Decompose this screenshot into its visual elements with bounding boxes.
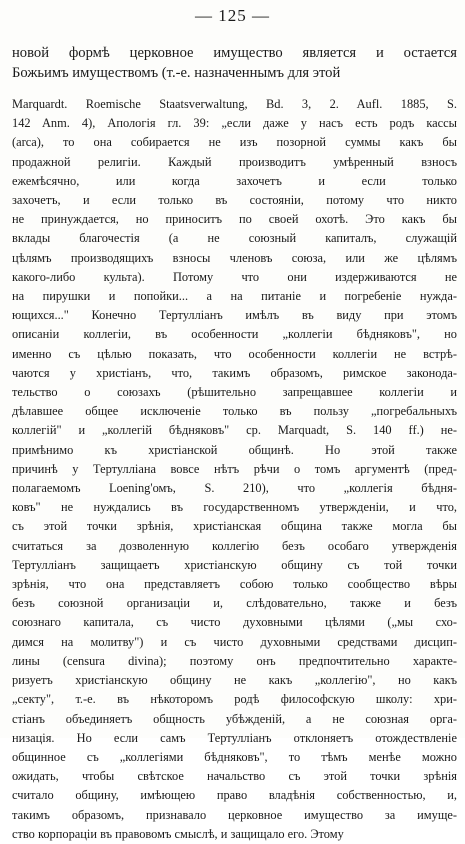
footnote-line: считаться за дозволенную коллегію безъ особаго утвержденія (12, 538, 457, 553)
footnote-line: безъ союзной организаціи и, слѣдовательно, также и безъ (12, 596, 457, 611)
footnote-line: зрѣнія, что она представляетъ собою только сообщество вѣры (12, 577, 457, 592)
footnote-line: ожидать, чтобы свѣтское начальство съ этой точки зрѣнія (12, 769, 457, 784)
footnote-line: такимъ образомъ, признавало церковное имущество за имуще- (12, 807, 457, 822)
body-text-line: новой формѣ церковное имущество является и остается (12, 45, 457, 61)
footnote-line: общинное съ „коллегіями бѣдняковъ", то тѣмъ менѣе можно (12, 749, 457, 764)
footnote-line: считало общину, имѣющею право владѣнія собственностью, и, (12, 788, 457, 803)
footnote-line: ство корпораціи въ правовомъ смыслѣ, и защищало его. Этому (12, 826, 344, 841)
footnote-line: не принуждается, но приноситъ по своей охотѣ. Это какъ бы (12, 212, 457, 227)
footnote-line: полагаемомъ Loening'омъ, S. 210), что „коллегія бѣдня- (12, 481, 457, 496)
footnote-line: ющихся..." Конечно Тертулліанъ имѣлъ въ виду при этомъ (12, 308, 457, 323)
footnote-line: лины (censura divina); поэтому онъ предпочтительно характе- (12, 653, 457, 668)
footnote-line: димся на молитву") и съ чисто духовными средствами дисцип- (12, 634, 457, 649)
footnote-line: цѣлямъ производящихъ взносы членовъ союза, или же цѣлямъ (12, 250, 457, 265)
footnote-line: стіанъ объединяетъ общность убѣжденій, а не союзная орга- (12, 711, 457, 726)
footnote-line: тельство о союзахъ (рѣшительно запрещавшее коллегіи и (12, 385, 457, 400)
footnote-line: описаніи коллегіи, въ особенности „коллегіи бѣдняковъ", но (12, 327, 457, 342)
footnote-line: Тертулліанъ защищаетъ христіанскую общину съ той точки (12, 557, 457, 572)
page-number: — 125 — (195, 6, 270, 25)
footnote-line: съ этой точки зрѣнія, христіанская община также могла бы (12, 519, 457, 534)
footnote-line: ризуетъ христіанскую общину не какъ „коллегію", но какъ (12, 673, 457, 688)
footnote-line: примѣнимо къ христіанской общинѣ. Но этой также (12, 442, 457, 457)
footnote-line: ковъ" не нуждались въ государственномъ утвержденіи, и что, (12, 500, 457, 515)
footnote-line: чаются у христіанъ, что, такимъ образомъ, римское законода- (12, 365, 457, 380)
footnote-line: (arca), то она собирается не изъ позорной суммы какъ бы (12, 135, 457, 150)
footnote-line: низація. Но если самъ Тертулліанъ отклоняетъ отождествленіе (12, 730, 457, 745)
footnote-line: союзнаго капитала, съ чисто духовными цѣлями („мы схо- (12, 615, 457, 630)
footnote-line: дѣлавшее общее исключеніе только въ пользу „погребальныхъ (12, 404, 457, 419)
footnote-line: какого-либо культа). Потому что они издерживаются не (12, 269, 457, 284)
footnote-line: 142 Anm. 4), Апологія гл. 39: „если даже у насъ есть родъ кассы (12, 116, 457, 131)
footnote-line: Marquardt. Roemische Staatsverwaltung, Bd. 3, 2. Aufl. 1885, S. (12, 97, 457, 111)
footnote-line: ежемѣсячно, или когда захочетъ и если только (12, 173, 457, 188)
footnote-line: вклады благочестія (а не союзный капиталъ, служащій (12, 231, 457, 246)
footnote-line: коллегій" и „коллегій бѣдняковъ" ср. Marquadt, S. 140 ff.) не- (12, 423, 457, 438)
body-text-line: Божьимъ имуществомъ (т.-е. назначеннымъ для этой (12, 64, 341, 81)
footnote-line: продажной религіи. Каждый производитъ умѣренный взносъ (12, 154, 457, 169)
body-text (12, 44, 457, 83)
footnote-line: захочетъ, и если только въ состояніи, потому что никто (12, 193, 457, 208)
footnote (12, 95, 457, 844)
footnote-line: причинѣ у Тертулліана вовсе нѣтъ рѣчи о томъ аргументѣ (пред- (12, 461, 457, 476)
footnote-line: на пирушки и попойки... а на питаніе и погребеніе нужда- (12, 289, 457, 304)
footnote-line: именно съ цѣлью показать, что особенности коллегіи не встрѣ- (12, 346, 457, 361)
footnote-line: „секту", т.-е. въ нѣкоторомъ родѣ философскую школу: хри- (12, 692, 457, 707)
